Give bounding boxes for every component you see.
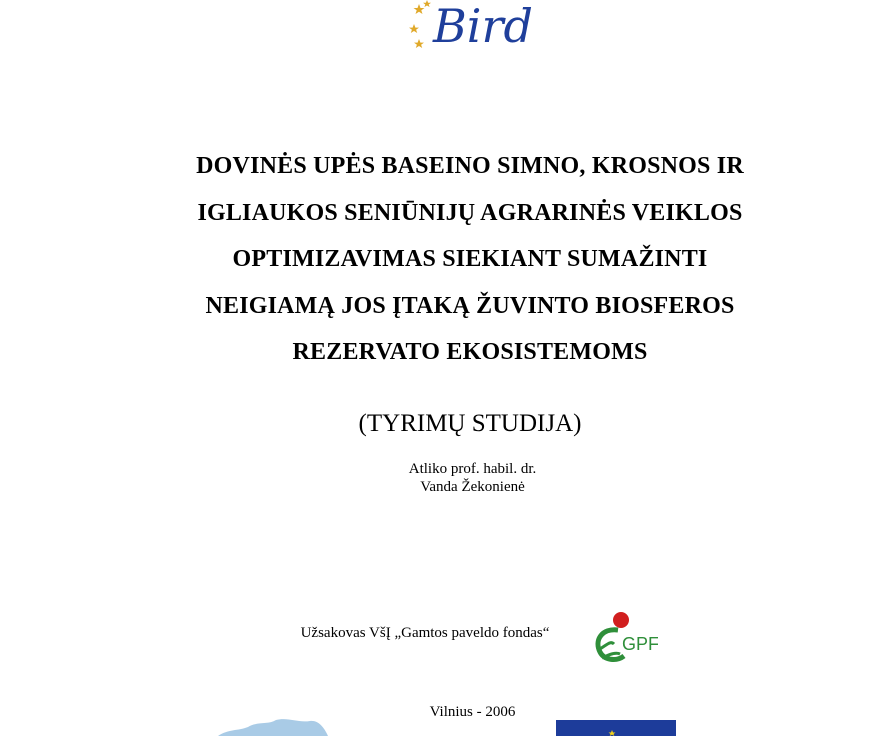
title-line: IGLIAUKOS SENIŪNIJŲ AGRARINĖS VEIKLOS [197, 199, 743, 226]
eu-flag [556, 720, 676, 736]
client-text: Užsakovas VšĮ „Gamtos paveldo fondas“ [300, 625, 550, 641]
document-subtitle: (TYRIMŲ STUDIJA) [358, 410, 582, 437]
author-credentials: Atliko prof. habil. dr. [408, 461, 537, 477]
author-block [300, 460, 645, 496]
gpf-logo-text: GPF [622, 634, 658, 654]
map-logo [218, 717, 328, 736]
title-line: OPTIMIZAVIMAS SIEKIANT SUMAŽINTI [232, 246, 708, 272]
eu-flag-icon [556, 720, 676, 736]
title-line: REZERVATO EKOSISTEMOMS [292, 339, 648, 365]
gpf-logo [588, 610, 658, 665]
document-title [150, 143, 790, 376]
bird-logo-text: Bird [433, 0, 533, 53]
map-logo-icon [218, 717, 328, 736]
author-name: Vanda Žekonienė [420, 479, 525, 495]
title-line: DOVINĖS UPĖS BASEINO SIMNO, KROSNOS IR [196, 153, 744, 179]
title-line: NEIGIAMĄ JOS ĮTAKĄ ŽUVINTO BIOSFEROS [205, 292, 735, 319]
bird-logo-icon [405, 0, 540, 58]
city-year: Vilnius - 2006 [429, 704, 516, 720]
bird-logo [405, 0, 540, 58]
gpf-logo-icon [588, 610, 658, 665]
